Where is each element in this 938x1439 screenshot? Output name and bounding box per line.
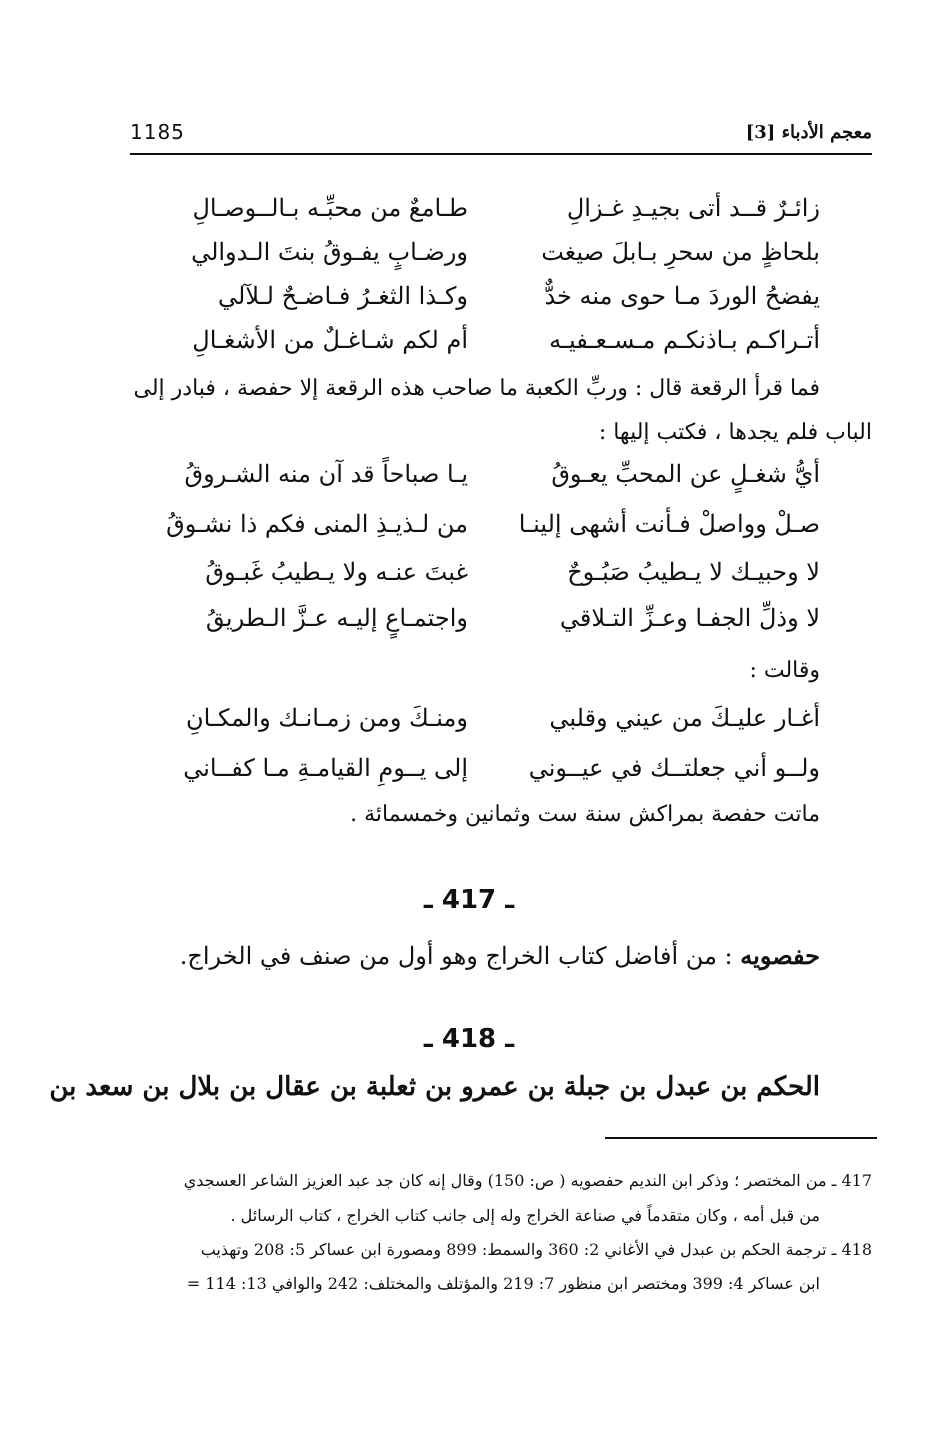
verse-2-hemistich-1: بلحاظٍ من سحرِ بـابلَ صيغت <box>541 238 820 266</box>
section-417-name: حفصويه <box>740 941 820 970</box>
verse-4-hemistich-2: أم لكم شـاغـلٌ من الأشغـالِ <box>192 326 468 354</box>
running-title: معجم الأدباء [3] <box>745 122 872 143</box>
prose-she-said: وقالت : <box>749 658 820 683</box>
verse-8-hemistich-1: لا وذلِّ الجفـا وعـزِّ التـلاقي <box>559 604 820 632</box>
section-417-entry <box>179 941 820 970</box>
verse-6-hemistich-2: من لـذيـذِ المنى فكم ذا نشـوقُ <box>166 510 468 538</box>
prose-line-1: فما قرأ الرقعة قال : وربِّ الكعبة ما صاحب هذه الرقعة إلا حفصة ، فبادر إلى <box>133 376 820 401</box>
verse-2-hemistich-2: ورضـابٍ يفـوقُ بنتَ الـدوالي <box>191 238 468 266</box>
verse-3-hemistich-2: وكـذا الثغـرُ فـاضـحٌ لـلآلي <box>218 282 468 310</box>
header-rule <box>130 153 872 155</box>
footnote-rule <box>605 1137 877 1139</box>
verse-5-hemistich-1: أيُّ شغـلٍ عن المحبِّ يعـوقُ <box>551 460 820 488</box>
verse-4-hemistich-1: أتـراكـم بـاذنكـم مـسـعـفيـه <box>549 326 820 354</box>
footnote-418-line-1: 418 ـ ترجمة الحكم بن عبدل في الأغاني 2: 360 والسمط: 899 ومصورة ابن عساكر 5: 208 وتهذيب <box>200 1240 872 1259</box>
footnote-418-line-2: ابن عساكر 4: 399 ومختصر ابن منظور 7: 219 والمؤتلف والمختلف: 242 والوافي 13: 114 = <box>186 1274 820 1293</box>
section-417-number: ـ 417 ـ <box>423 885 515 915</box>
footnote-417-line-1: 417 ـ من المختصر ؛ وذكر ابن النديم حفصويه ( ص: 150) وقال إنه كان جد عبد العزيز الشاعر العسجدي <box>183 1171 872 1190</box>
verse-9-hemistich-2: ومنـكَ ومن زمـانـك والمكـانِ <box>186 704 468 732</box>
verse-8-hemistich-2: واجتمـاعٍ إليـه عـزَّ الـطريقُ <box>205 604 468 632</box>
verse-7-hemistich-2: غبتَ عنـه ولا يـطيبُ غَبـوقُ <box>205 558 468 586</box>
verse-1-hemistich-1: زائـرٌ قــد أتى بجيـدِ غـزالِ <box>566 194 820 222</box>
section-418-heading: الحكم بن عبدل بن جبلة بن عمرو بن ثعلبة بن عقال بن بلال بن سعد بن <box>49 1072 820 1102</box>
section-418-number: ـ 418 ـ <box>423 1024 515 1054</box>
verse-10-hemistich-1: ولــو أني جعلتــك في عيــوني <box>528 754 820 782</box>
verse-6-hemistich-1: صـلْ وواصلْ فـأنت أشهى إلينـا <box>518 510 820 538</box>
section-417-text: : من أفاضل كتاب الخراج وهو أول من صنف في الخراج. <box>179 942 741 970</box>
verse-3-hemistich-1: يفضحُ الوردَ مـا حوى منه خدٌّ <box>544 282 820 310</box>
verse-5-hemistich-2: يـا صباحاً قد آن منه الشـروقُ <box>184 460 468 488</box>
verse-7-hemistich-1: لا وحبيـك لا يـطيبُ صَبُـوحٌ <box>567 558 820 586</box>
prose-death-note: ماتت حفصة بمراكش سنة ست وثمانين وخمسمائة . <box>350 802 820 827</box>
page-number: 1185 <box>130 120 185 144</box>
verse-9-hemistich-1: أغـار عليـكَ من عيني وقلبي <box>549 704 820 732</box>
footnote-417-line-2: من قبل أمه ، وكان متقدماً في صناعة الخراج وله إلى جانب كتاب الخراج ، كتاب الرسائل . <box>230 1206 820 1225</box>
prose-line-2: الباب فلم يجدها ، فكتب إليها : <box>598 420 872 445</box>
verse-1-hemistich-2: طـامعٌ من محبِّـه بـالــوصـالِ <box>192 194 468 222</box>
verse-10-hemistich-2: إلى يــومِ القيامـةِ مـا كفــاني <box>183 754 468 782</box>
